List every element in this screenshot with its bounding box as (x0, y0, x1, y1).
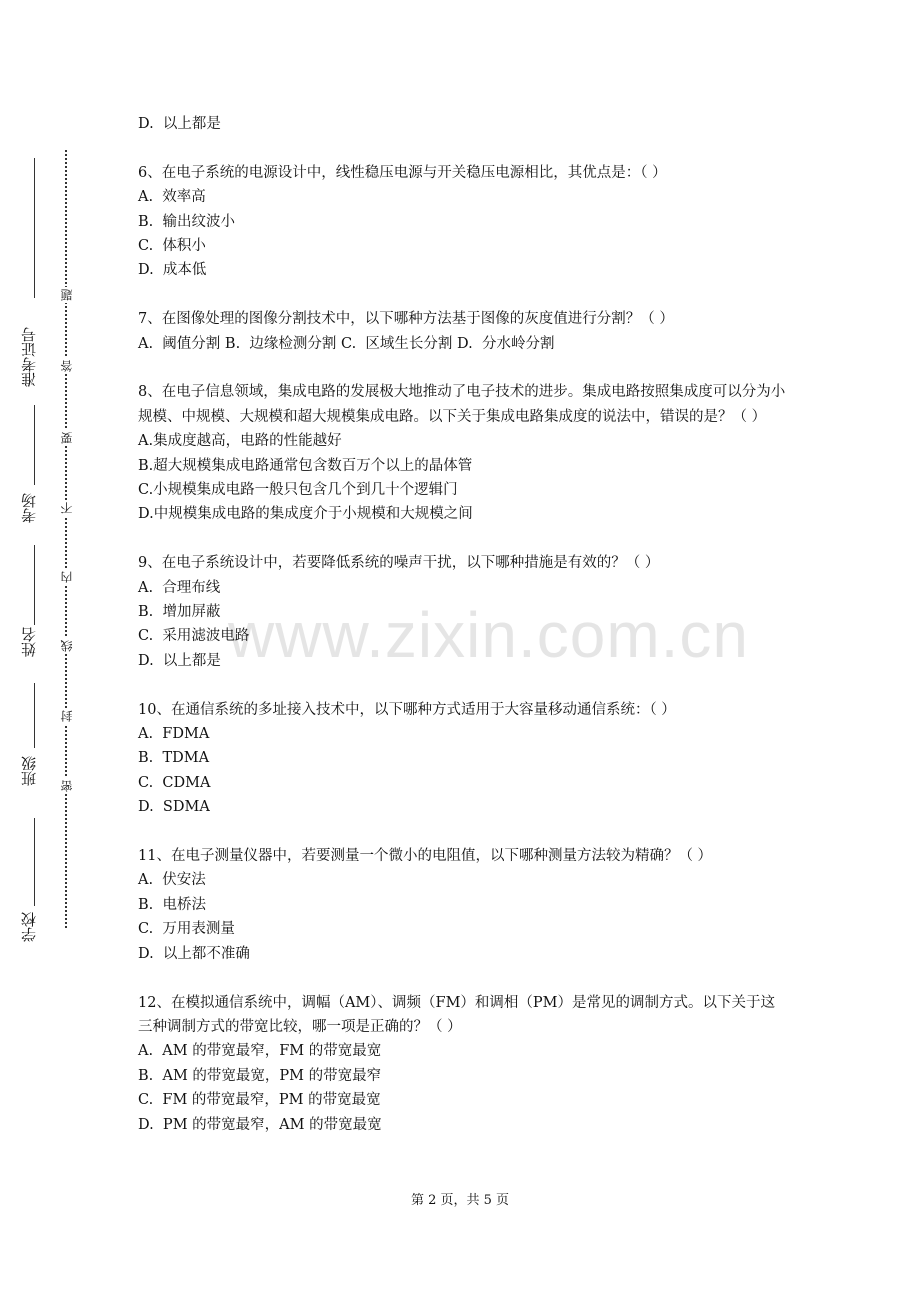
question-6 (138, 161, 788, 283)
option-b: B. AM 的带宽最宽，PM 的带宽最窄 (138, 1067, 382, 1084)
question-stem: 11、在电子测量仪器中，若要测量一个微小的电阻值，以下哪种测量方法较为精确？（ ） (138, 848, 713, 865)
option-a: A. AM 的带宽最窄，FM 的带宽最宽 (138, 1043, 382, 1060)
option-b: B. 增加屏蔽 (138, 604, 221, 621)
question-7 (138, 307, 788, 356)
option-a: A. 伏安法 (138, 872, 206, 889)
question-10 (138, 698, 788, 820)
seal-char: 题 (60, 289, 74, 301)
exam-content (138, 112, 788, 1137)
option-c: C. 体积小 (138, 238, 206, 254)
option-c: C. FM 的带宽最窄，PM 的带宽最宽 (138, 1092, 381, 1109)
option-d: D. SDMA (138, 799, 210, 816)
question-stem: 8、在电子信息领域，集成电路的发展极大地推动了电子技术的进步。集成电路按照集成度可以分为小规模、中规模、大规模和超大规模集成电路。以下关于集成电路集成度的说法中，错误的是？（ ） (138, 384, 786, 425)
field-name: 姓名 (20, 627, 38, 657)
option-c: C.小规模集成电路一般只包含几个到几十个逻辑门 (138, 482, 458, 499)
question-stem: 10、在通信系统的多址接入技术中，以下哪种方式适用于大容量移动通信系统：（ ） (138, 701, 676, 718)
option-d: D. 成本低 (138, 262, 207, 279)
field-underline (34, 405, 35, 485)
question-8 (138, 380, 788, 526)
field-underline (34, 683, 35, 748)
field-school: 学校 (20, 912, 38, 942)
option-d: D. PM 的带宽最窄，AM 的带宽最宽 (138, 1116, 382, 1133)
question-stem: 7、在图像处理的图像分割技术中，以下哪种方法基于图像的灰度值进行分割？（ ） (138, 311, 674, 328)
question-stem: 12、在模拟通信系统中，调幅（AM）、调频（FM）和调相（PM）是常见的调制方式。以下关于这三种调制方式的带宽比较，哪一项是正确的？（ ） (138, 994, 776, 1035)
seal-char: 答 (60, 360, 74, 372)
seal-line (65, 150, 67, 928)
seal-char: 不 (60, 502, 74, 514)
option-a: A. FDMA (138, 726, 210, 743)
seal-char: 线 (60, 640, 74, 652)
field-exam-id: 准考证号 (20, 327, 38, 387)
seal-char: 要 (60, 432, 74, 444)
option-a: A.集成度越高，电路的性能越好 (138, 433, 342, 450)
option-d: D. 以上都不准确 (138, 945, 250, 962)
page-number: 第 2 页，共 5 页 (410, 1193, 510, 1208)
option-line: D. 以上都是 (138, 116, 221, 132)
seal-char: 密 (60, 780, 74, 792)
question-11 (138, 844, 788, 966)
option-c: C. 采用滤波电路 (138, 628, 250, 645)
option-a: A. 效率高 (138, 189, 206, 206)
option-d: D.中规模集成电路的集成度介于小规模和大规模之间 (138, 506, 473, 523)
field-underline (34, 158, 35, 298)
option-b: B.超大规模集成电路通常包含数百万个以上的晶体管 (138, 457, 473, 474)
option-c: C. 万用表测量 (138, 921, 235, 938)
question-stem: 9、在电子系统设计中，若要降低系统的噪声干扰，以下哪种措施是有效的？（ ） (138, 555, 660, 572)
question-12 (138, 991, 788, 1137)
binding-margin (0, 0, 100, 1302)
seal-char: 封 (60, 710, 74, 722)
seal-char: 内 (60, 571, 74, 583)
option-c: C. CDMA (138, 774, 211, 791)
option-b: B. 电桥法 (138, 896, 206, 913)
option-b: B. 输出纹波小 (138, 213, 235, 230)
question-9 (138, 551, 788, 673)
field-exam-room: 考场 (20, 493, 38, 523)
watermark: www.zixin.com.cn (228, 599, 749, 671)
option-d: D. 以上都是 (138, 652, 221, 669)
field-underline (34, 545, 35, 625)
option-line: A. 阈值分割 B. 边缘检测分割 C. 区域生长分割 D. 分水岭分割 (138, 335, 555, 352)
option-a: A. 合理布线 (138, 579, 221, 596)
field-underline (34, 818, 35, 906)
question-stem: 6、在电子系统的电源设计中，线性稳压电源与开关稳压电源相比，其优点是：（ ） (138, 164, 667, 181)
field-class: 班级 (20, 756, 38, 786)
option-b: B. TDMA (138, 750, 210, 767)
